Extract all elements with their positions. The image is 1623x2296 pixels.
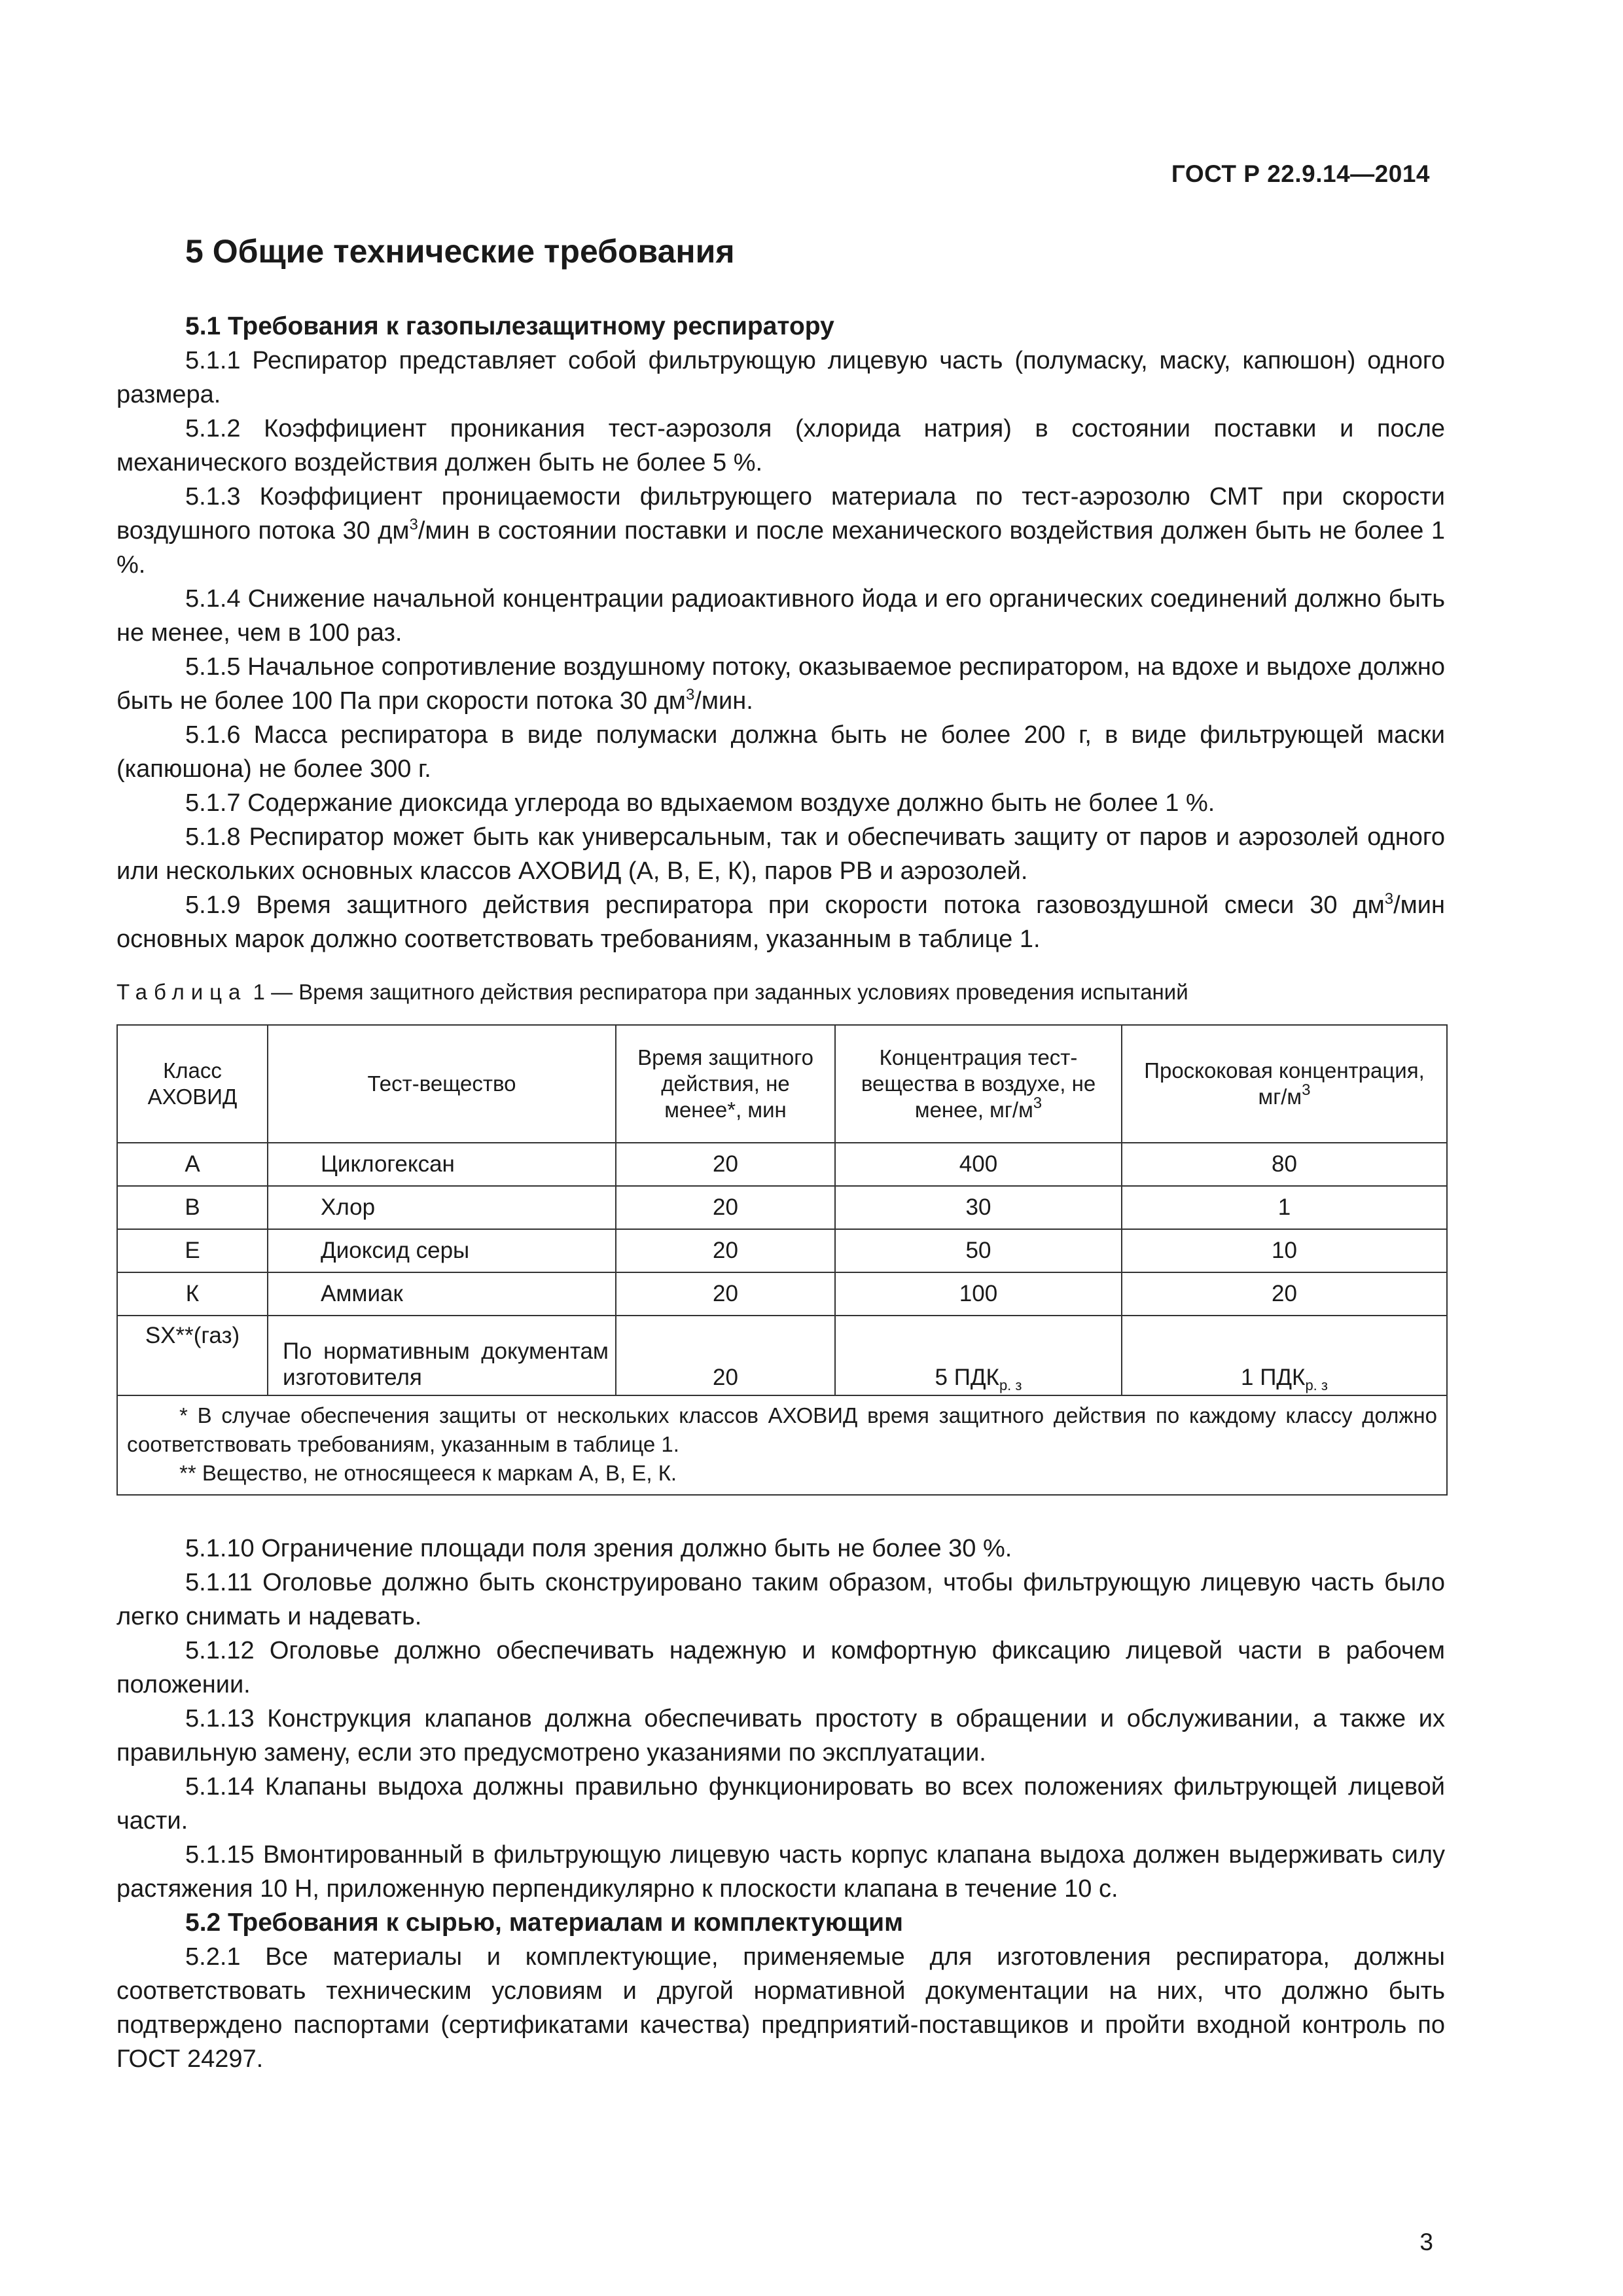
paragraph-text: /мин. [694,687,753,715]
header-concentration [835,1025,1122,1143]
table-row [117,1229,1447,1272]
cell-substance: Циклогексан [268,1143,616,1186]
section-title: 5 Общие технические требования [185,233,735,270]
paragraph-5-1-5 [116,650,1445,718]
cell-concentration: 30 [835,1186,1122,1229]
table-note-1: * В случае обеспечения защиты от нескольких классов АХОВИД время защитного действия по каждому классу должно соответствовать требованиям, указанным в таблице 1. [127,1403,1437,1456]
cell-breakthrough: 1 [1122,1186,1447,1229]
cell-substance: Диоксид серы [268,1229,616,1272]
cell-class: SX**(газ) [117,1316,268,1395]
cell-text: 5 ПДК [935,1365,999,1390]
cell-breakthrough: 20 [1122,1272,1447,1316]
cell-time: 20 [616,1143,835,1186]
cell-time: 20 [616,1229,835,1272]
cell-concentration: 50 [835,1229,1122,1272]
superscript: 3 [1384,890,1394,908]
paragraph-5-1-4: 5.1.4 Снижение начальной концентрации радиоактивного йода и его органических соединений должно быть не менее, чем в 100 раз. [116,585,1445,647]
paragraph-5-1-3 [116,480,1445,582]
superscript: 3 [1302,1081,1311,1099]
table-row [117,1272,1447,1316]
header-protection-time: Время защитного действия, не менее*, мин [616,1025,835,1143]
header-text: Проскоковая концентрация, мг/м [1144,1058,1425,1109]
cell-concentration [835,1316,1122,1395]
superscript: 3 [1033,1094,1043,1112]
table-caption-word: Таблица [116,980,247,1004]
paragraph-text: 5.1.3 Коэффициент проницаемости фильтрующего материала по тест-аэрозолю СМТ при скорости воздушного потока 30 дм [116,483,1445,545]
cell-breakthrough [1122,1316,1447,1395]
cell-time: 20 [616,1186,835,1229]
superscript: 3 [685,686,695,704]
table-notes [117,1395,1447,1495]
cell-substance: По нормативным документам изготовителя [268,1316,616,1395]
paragraph-text: /мин основных марок должно соответствовать требованиям, указанным в таблице 1. [116,891,1445,953]
paragraph-text: /мин в состоянии поставки и после механического воздействия должен быть не более 1 %. [116,517,1445,579]
paragraph-5-1-13: 5.1.13 Конструкция клапанов должна обеспечивать простоту в обращении и обслуживании, а также их правильную замену, если это предусмотрено указаниями по эксплуатации. [116,1705,1445,1767]
paragraph-5-1-1: 5.1.1 Респиратор представляет собой фильтрующую лицевую часть (полумаску, маску, капюшон) одного размера. [116,347,1445,408]
table-row [117,1186,1447,1229]
table-caption-text: 1 — Время защитного действия респиратора при заданных условиях проведения испытаний [247,980,1188,1004]
cell-time: 20 [616,1272,835,1316]
subscript: р. з [999,1377,1022,1393]
table-row [117,1143,1447,1186]
paragraph-5-1-14: 5.1.14 Клапаны выдоха должны правильно функционировать во всех положениях фильтрующей лицевой части. [116,1773,1445,1835]
cell-substance: Аммиак [268,1272,616,1316]
section-5-1-continued [116,1532,1445,2076]
paragraph-5-1-15: 5.1.15 Вмонтированный в фильтрующую лицевую часть корпус клапана выдоха должен выдерживать силу растяжения 10 Н, приложенную перпендикулярно к плоскости клапана в течение 10 с. [116,1841,1445,1903]
section-5-1 [116,310,1445,956]
paragraph-5-1-7: 5.1.7 Содержание диоксида углерода во вдыхаемом воздухе должно быть не более 1 %. [185,789,1215,817]
subsection-heading: 5.1 Требования к газопылезащитному респиратору [185,312,834,340]
cell-class: В [117,1186,268,1229]
header-class: Класс АХОВИД [117,1025,268,1143]
cell-class: А [117,1143,268,1186]
header-test-substance: Тест-вещество [268,1025,616,1143]
paragraph-5-1-11: 5.1.11 Оголовье должно быть сконструировано таким образом, чтобы фильтрующую лицевую часть было легко снимать и надевать. [116,1569,1445,1630]
header-text: Концентрация тест-вещества в воздухе, не менее, мг/м [861,1045,1096,1122]
paragraph-text: 5.1.9 Время защитного действия респиратора при скорости потока газовоздушной смеси 30 дм [185,891,1385,919]
header-breakthrough [1122,1025,1447,1143]
table-1 [116,1024,1448,1496]
cell-class: К [117,1272,268,1316]
table-caption [116,978,1445,1007]
paragraph-5-1-12: 5.1.12 Оголовье должно обеспечивать надежную и комфортную фиксацию лицевой части в рабочем положении. [116,1637,1445,1698]
paragraph-5-1-9 [116,888,1445,956]
paragraph-5-1-10: 5.1.10 Ограничение площади поля зрения должно быть не более 30 %. [185,1535,1012,1562]
table-notes-row [117,1395,1447,1495]
cell-class: Е [117,1229,268,1272]
cell-concentration: 100 [835,1272,1122,1316]
cell-text: 1 ПДК [1241,1365,1306,1390]
paragraph-5-1-8: 5.1.8 Респиратор может быть как универсальным, так и обеспечивать защиту от паров и аэрозолей одного или нескольких основных классов АХОВИД (А, В, Е, К), паров РВ и аэрозолей. [116,823,1445,885]
document-code: ГОСТ Р 22.9.14—2014 [1171,160,1430,187]
cell-breakthrough: 80 [1122,1143,1447,1186]
table-note-2: ** Вещество, не относящееся к маркам А, В, Е, К. [179,1461,677,1485]
superscript: 3 [409,516,418,533]
subscript: р. з [1305,1377,1328,1393]
paragraph-5-1-6: 5.1.6 Масса респиратора в виде полумаски должна быть не более 200 г, в виде фильтрующей маски (капюшона) не более 300 г. [116,721,1445,783]
table-header-row [117,1025,1447,1143]
paragraph-5-1-2: 5.1.2 Коэффициент проникания тест-аэрозоля (хлорида натрия) в состоянии поставки и после механического воздействия должен быть не более 5 %. [116,415,1445,476]
paragraph-5-2-1: 5.2.1 Все материалы и комплектующие, применяемые для изготовления респиратора, должны соответствовать техническим условиям и другой нормативной документации на них, что должно быть подтверждено паспортами (сертификатами качества) предприятий-поставщиков и пройти входной контроль по ГОСТ 24297. [116,1943,1445,2073]
table-row [117,1316,1447,1395]
cell-concentration: 400 [835,1143,1122,1186]
cell-substance: Хлор [268,1186,616,1229]
subsection-heading: 5.2 Требования к сырью, материалам и комплектующим [185,1909,903,1937]
cell-time: 20 [616,1316,835,1395]
page-number: 3 [1419,2229,1433,2255]
cell-breakthrough: 10 [1122,1229,1447,1272]
paragraph-text: 5.1.5 Начальное сопротивление воздушному потоку, оказываемое респиратором, на вдохе и выдохе должно быть не более 100 Па при скорости потока 30 дм [116,653,1445,715]
